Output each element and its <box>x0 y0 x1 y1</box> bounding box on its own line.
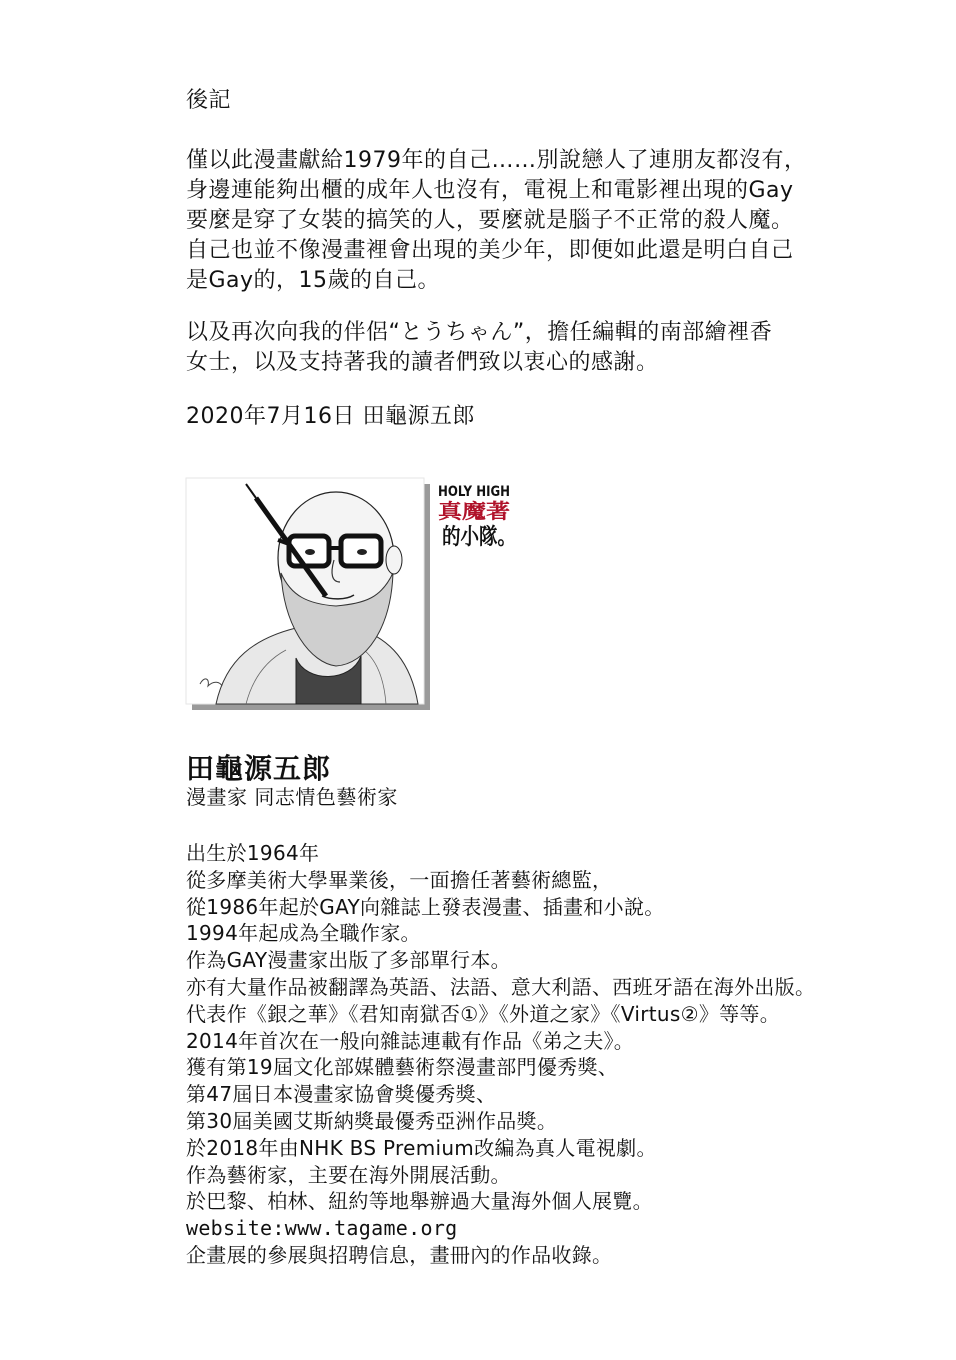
author-biography <box>186 840 815 1269</box>
dedication-line: 自己也並不像漫畫裡會出現的美少年，即便如此還是明白自己 <box>186 238 794 263</box>
thanks-paragraph <box>186 318 772 378</box>
signature-date: 2020年7月16日 田龜源五郎 <box>186 404 475 429</box>
afterword-title: 後記 <box>186 88 232 113</box>
bio-line: 1994年起成為全職作家。 <box>186 921 421 946</box>
thanks-line: 以及再次向我的伴侶“とうちゃん”，擔任編輯的南部繪裡香 <box>186 320 773 345</box>
author-name: 田龜源五郎 <box>186 752 332 785</box>
bio-line: 出生於1964年 <box>186 841 320 865</box>
holy-high-logo <box>436 480 531 560</box>
logo-line-2: 真魔著 <box>438 499 510 523</box>
bio-line: 從1986年起於GAY向雜誌上發表漫畫、插畫和小說。 <box>186 894 665 919</box>
author-portrait-illustration <box>186 478 430 710</box>
bio-line: 作為GAY漫畫家出版了多部單行本。 <box>186 948 511 973</box>
bio-line: 於2018年由NHK BS Premium改編為真人電視劇。 <box>186 1135 657 1160</box>
bio-line: 作為藝術家，主要在海外開展活動。 <box>186 1162 511 1187</box>
dedication-line: 是Gay的，15歲的自己。 <box>186 268 441 293</box>
bio-line: 於巴黎、柏林、紐約等地舉辦過大量海外個人展覽。 <box>186 1189 653 1214</box>
dedication-line: 要麼是穿了女裝的搞笑的人，要麼就是腦子不正常的殺人魔。 <box>186 208 794 233</box>
dedication-line: 身邊連能夠出櫃的成年人也沒有，電視上和電影裡出現的Gay <box>186 178 794 203</box>
bio-line: 第47屆日本漫畫家協會獎優秀獎、 <box>186 1082 497 1107</box>
website-link[interactable]: website:www.tagame.org <box>186 1216 458 1241</box>
bio-line: 企畫展的參展與招聘信息，畫冊內的作品收錄。 <box>186 1242 613 1267</box>
bio-line: 2014年首次在一般向雜誌連載有作品《弟之夫》。 <box>186 1028 635 1053</box>
dedication-line: 僅以此漫畫獻給1979年的自己……別說戀人了連朋友都沒有， <box>186 148 807 173</box>
author-title: 漫畫家 同志情色藝術家 <box>186 785 398 809</box>
bio-line: 代表作《銀之華》《君知南獄否①》《外道之家》《Virtus②》等等。 <box>186 1001 781 1026</box>
bio-line: 獲有第19屆文化部媒體藝術祭漫畫部門優秀獎、 <box>186 1055 619 1080</box>
bio-line: 亦有大量作品被翻譯為英語、法語、意大利語、西班牙語在海外出版。 <box>186 974 816 999</box>
thanks-line: 女士，以及支持著我的讀者們致以衷心的感謝。 <box>186 350 659 375</box>
logo-line-3: 的小隊。 <box>442 525 531 550</box>
dedication-paragraph <box>186 146 807 296</box>
logo-line-1: HOLY HIGH <box>438 484 510 500</box>
bio-line: 第30屆美國艾斯納獎最優秀亞洲作品獎。 <box>186 1108 558 1133</box>
bio-line: 從多摩美術大學畢業後，一面擔任著藝術總監， <box>186 867 613 892</box>
